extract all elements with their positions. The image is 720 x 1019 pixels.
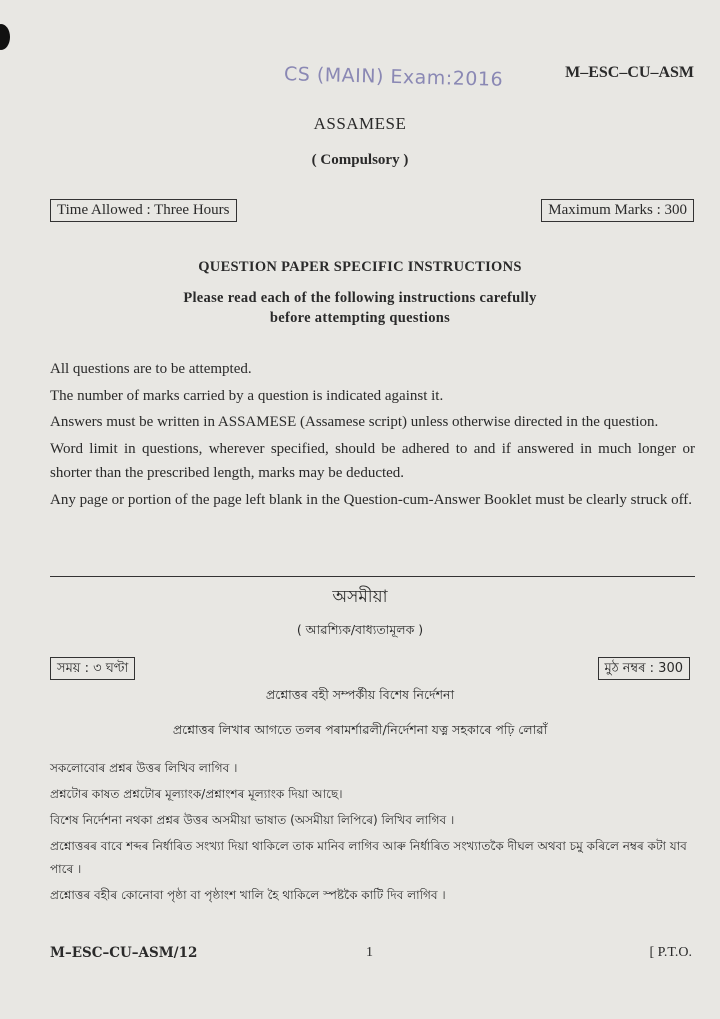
assamese-marks-box: মুঠ নম্বৰ : 300	[598, 657, 691, 680]
instructions-subheading-line2: before attempting questions	[269, 310, 451, 326]
instruction-item: The number of marks carried by a question is indicated against it.	[50, 387, 444, 404]
instructions-heading: QUESTION PAPER SPECIFIC INSTRUCTIONS	[198, 259, 522, 275]
instruction-item: Any page or portion of the page left blank in the Question-cum-Answer Booklet must be clearly struck off.	[50, 491, 693, 508]
assamese-instruction-item: বিশেষ নিৰ্দেশনা নথকা প্ৰশ্নৰ উত্তৰ অসমীয়া ভাষাত (অসমীয়া লিপিৰে) লিখিব লাগিব ।	[50, 813, 455, 827]
assamese-title: অসমীয়া	[332, 587, 388, 607]
instruction-item: Word limit in questions, wherever specified, should be adhered to and if answered in much longer or shorter than the prescribed length, marks may be deducted.	[50, 440, 695, 481]
exam-stamp: CS (MAIN) Exam:2016	[283, 63, 504, 91]
instruction-item: Answers must be written in ASSAMESE (Assamese script) unless otherwise directed in the question.	[50, 414, 659, 430]
paper-code: M–ESC–CU–ASM	[565, 64, 694, 81]
footer-code: M–ESC–CU–ASM/12	[50, 945, 198, 961]
assamese-instruction-item: প্ৰশ্নোত্তৰৰ বাবে শব্দৰ নিৰ্ধাৰিত সংখ্যা দিয়া থাকিলে তাক মানিব লাগিব আৰু নিৰ্ধাৰিত সংখ্যাতকৈ দীঘল অথবা চমু কৰিলে নম্বৰ কটা যাব পাৰে ।	[50, 839, 687, 876]
assamese-instructions-subheading: প্ৰশ্নোত্তৰ লিখাৰ আগতে তলৰ পৰামৰ্শাৱলী/নিৰ্দেশনা যত্ন সহকাৰে পঢ়ি লোৱাঁ	[172, 722, 548, 737]
subject-title: ASSAMESE	[313, 114, 407, 133]
punch-hole	[0, 24, 10, 50]
instructions-list	[50, 357, 695, 514]
assamese-instructions-list	[50, 757, 695, 910]
assamese-category: ( আৱশ্যিক/বাধ্যতামূলক )	[296, 622, 424, 637]
maximum-marks-box: Maximum Marks : 300	[541, 199, 694, 222]
section-divider	[50, 576, 695, 577]
assamese-instruction-item: প্ৰশ্নটোৰ কাষত প্ৰশ্নটোৰ মূল্যাংক/প্ৰশ্নাংশৰ মূল্যাংক দিয়া আছে।	[50, 787, 343, 801]
assamese-instruction-item: প্ৰশ্নোত্তৰ বহীৰ কোনোবা পৃষ্ঠা বা পৃষ্ঠাংশ খালি হৈ থাকিলে স্পষ্টকৈ কাটি দিব লাগিব ।	[50, 888, 446, 902]
page-number: 1	[366, 945, 373, 960]
assamese-instruction-item: সকলোবোৰ প্ৰশ্নৰ উত্তৰ লিখিব লাগিব ।	[50, 761, 238, 775]
subject-category: ( Compulsory )	[311, 152, 409, 168]
assamese-time-box: সময় : ৩ ঘণ্টা	[50, 657, 135, 680]
pto-label: [ P.T.O.	[649, 945, 692, 960]
instruction-item: All questions are to be attempted.	[50, 361, 252, 377]
assamese-instructions-heading: প্ৰশ্নোত্তৰ বহী সম্পৰ্কীয় বিশেষ নিৰ্দেশনা	[265, 687, 455, 702]
instructions-subheading-line1: Please read each of the following instructions carefully	[183, 290, 537, 306]
time-allowed-box: Time Allowed : Three Hours	[50, 199, 237, 222]
